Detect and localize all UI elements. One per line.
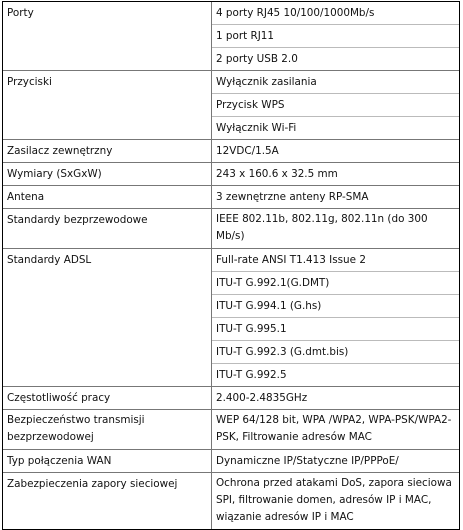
spec-label: Bezpieczeństwo transmisji bezprzewodowej (3, 410, 212, 449)
spec-value: 3 zewnętrzne anteny RP-SMA (216, 191, 369, 203)
spec-row-adsl-standards (3, 249, 459, 387)
spec-values (212, 140, 459, 162)
spec-values (212, 71, 459, 139)
spec-value: WEP 64/128 bit, WPA /WPA2, WPA-PSK/WPA2-PSK, Filtrowanie adresów MAC (216, 414, 452, 443)
spec-values (212, 450, 459, 472)
spec-value: ITU-T G.992.3 (G.dmt.bis) (212, 340, 459, 363)
spec-label: Zasilacz zewnętrzny (3, 140, 212, 162)
spec-value: 12VDC/1.5A (216, 145, 279, 157)
spec-values (212, 2, 459, 70)
spec-label: Antena (3, 186, 212, 208)
spec-values (212, 209, 459, 248)
spec-label: Standardy bezprzewodowe (3, 209, 212, 248)
spec-value: ITU-T G.992.5 (212, 363, 459, 386)
spec-row-frequency (3, 387, 459, 410)
spec-label: Częstotliwość pracy (3, 387, 212, 409)
spec-value: Full-rate ANSI T1.413 Issue 2 (216, 254, 366, 266)
spec-values (212, 186, 459, 208)
spec-value: 243 x 160.6 x 32.5 mm (216, 168, 338, 180)
spec-values (212, 163, 459, 185)
spec-label: Wymiary (SxGxW) (3, 163, 212, 185)
spec-value: Wyłącznik Wi-Fi (212, 116, 459, 139)
specifications-table (2, 1, 460, 530)
spec-value: 4 porty RJ45 10/100/1000Mb/s (216, 7, 375, 19)
spec-row-wan-type (3, 450, 459, 473)
spec-value: 2.400-2.4835GHz (216, 392, 308, 404)
spec-row-wireless-security (3, 410, 459, 450)
spec-row-wireless-standards (3, 209, 459, 249)
spec-values (212, 410, 459, 449)
spec-row-antenna (3, 186, 459, 209)
spec-value: Ochrona przed atakami DoS, zapora sieciowa SPI, filtrowanie domen, adresów IP i MAC, wiązanie adresów IP i MAC (216, 477, 452, 523)
spec-value: ITU-T G.992.1(G.DMT) (212, 271, 459, 294)
spec-label: Typ połączenia WAN (3, 450, 212, 472)
spec-label: Przyciski (3, 71, 212, 139)
spec-row-buttons (3, 71, 459, 140)
spec-value: Dynamiczne IP/Statyczne IP/PPPoE/ (216, 455, 399, 467)
spec-value: Przycisk WPS (212, 93, 459, 116)
spec-row-firewall (3, 473, 459, 529)
spec-row-dimensions (3, 163, 459, 186)
spec-row-power-adapter (3, 140, 459, 163)
spec-row-ports (3, 2, 459, 71)
spec-value: Wyłącznik zasilania (216, 76, 317, 88)
spec-value: ITU-T G.994.1 (G.hs) (212, 294, 459, 317)
spec-values (212, 249, 459, 386)
spec-label: Standardy ADSL (3, 249, 212, 386)
spec-values (212, 473, 459, 529)
spec-value: 2 porty USB 2.0 (212, 47, 459, 70)
spec-values (212, 387, 459, 409)
spec-label: Zabezpieczenia zapory sieciowej (3, 473, 212, 529)
spec-label: Porty (3, 2, 212, 70)
spec-value: IEEE 802.11b, 802.11g, 802.11n (do 300 Mb/s) (216, 213, 428, 242)
spec-value: 1 port RJ11 (212, 24, 459, 47)
spec-value: ITU-T G.995.1 (212, 317, 459, 340)
